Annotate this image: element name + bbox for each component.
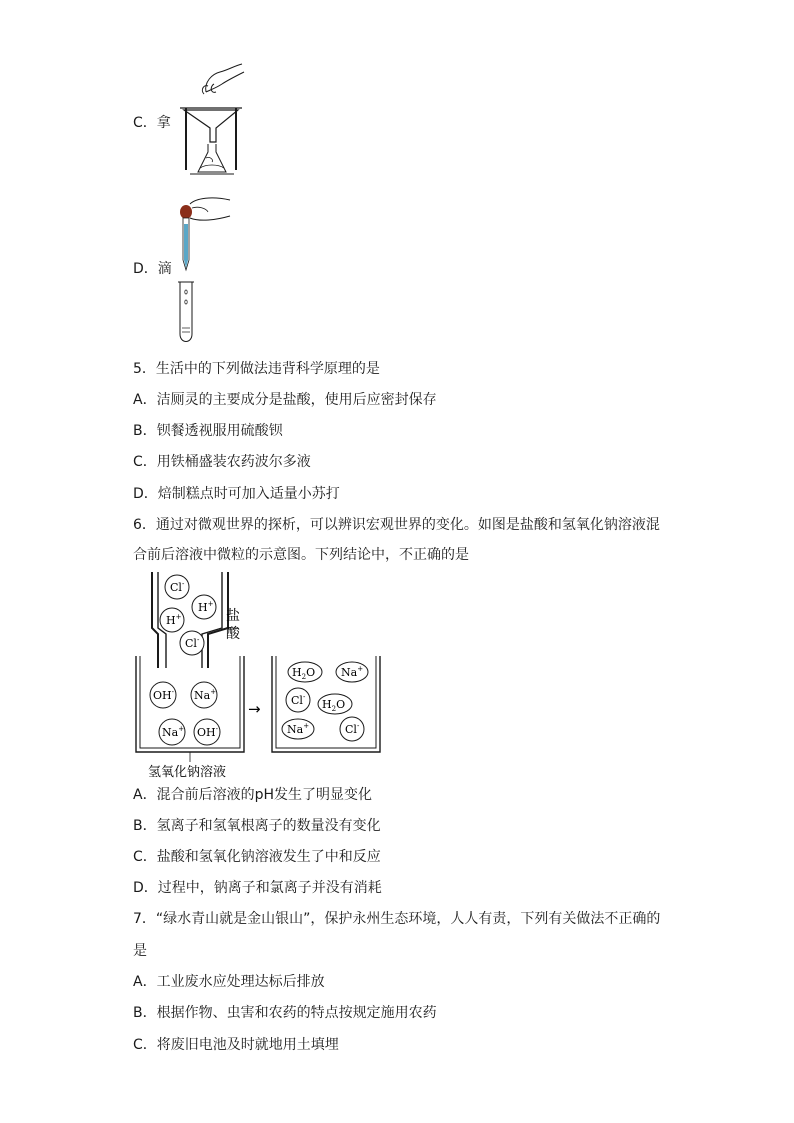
q6-stem-line2: 合前后溶液中微粒的示意图。下列结论中，不正确的是 xyxy=(133,547,469,563)
acid-ion-cl-2 xyxy=(180,631,204,655)
q6-option-c: C．盐酸和氢氧化钠溶液发生了中和反应 xyxy=(133,849,381,865)
svg-text:H+: H+ xyxy=(166,613,182,627)
svg-text:Na+: Na+ xyxy=(287,722,310,736)
option-d-label: D．滴 xyxy=(133,261,172,277)
q5-option-d: D．焙制糕点时可加入适量小苏打 xyxy=(133,486,340,502)
svg-text:Na+: Na+ xyxy=(194,688,217,702)
q7-option-a: A．工业废水应处理达标后排放 xyxy=(133,974,325,990)
q5-option-b: B．钡餐透视服用硫酸钡 xyxy=(133,423,283,439)
acid-ion-h-1 xyxy=(192,595,216,619)
neutralization-particle-diagram xyxy=(130,568,390,784)
product-ion-na-2 xyxy=(282,719,314,739)
product-water-2 xyxy=(318,694,352,714)
dropper-figure xyxy=(172,194,236,346)
svg-text:H2O: $H_2O$ xyxy=(322,698,346,713)
q6-option-a: A．混合前后溶液的pH发生了明显变化 xyxy=(133,787,372,803)
svg-text:Cl-: Cl- xyxy=(185,636,200,650)
q5-option-a: A．洁厕灵的主要成分是盐酸，使用后应密封保存 xyxy=(133,392,437,408)
q6-option-d: D．过程中，钠离子和氯离子并没有消耗 xyxy=(133,880,382,896)
beaker-left-outer xyxy=(136,656,244,752)
base-ion-na-1 xyxy=(191,682,217,708)
product-ion-cl-1 xyxy=(286,688,310,712)
svg-text:H+: H+ xyxy=(198,600,214,614)
product-ion-cl-2 xyxy=(340,717,364,741)
svg-text:OH-: OH- xyxy=(153,688,174,702)
svg-text:H2O: $H_2O$ xyxy=(292,666,316,681)
base-label: 氢氧化钠溶液 xyxy=(148,765,227,780)
q5-stem: 5．生活中的下列做法违背科学原理的是 xyxy=(133,361,380,377)
acid-label-1: 盐 xyxy=(226,608,240,624)
svg-text:Na+: Na+ xyxy=(341,665,364,679)
svg-text:Cl-: Cl- xyxy=(170,580,185,594)
q5-option-c: C．用铁桶盛装农药波尔多液 xyxy=(133,454,311,470)
q6-option-b: B．氢离子和氢氧根离子的数量没有变化 xyxy=(133,818,381,834)
reaction-arrow: → xyxy=(248,700,261,718)
q7-stem-line2: 是 xyxy=(133,943,147,959)
base-ion-oh-2 xyxy=(194,719,220,745)
q7-option-c: C．将废旧电池及时就地用土填埋 xyxy=(133,1037,339,1053)
acid-ion-cl-1 xyxy=(165,575,189,599)
acid-tube-left-wall xyxy=(152,572,158,668)
q7-option-b: B．根据作物、虫害和农药的特点按规定施用农药 xyxy=(133,1005,437,1021)
filtration-apparatus-figure xyxy=(176,62,248,180)
base-ion-oh-1 xyxy=(150,682,176,708)
svg-text:OH-: OH- xyxy=(197,725,218,739)
q6-stem-line1: 6．通过对微观世界的探析，可以辨识宏观世界的变化。如图是盐酸和氢氧化钠溶液混 xyxy=(133,517,660,533)
svg-text:Cl-: Cl- xyxy=(291,693,306,707)
base-ion-na-2 xyxy=(159,719,185,745)
acid-tube-right-wall xyxy=(208,572,228,668)
acid-ion-h-2 xyxy=(160,608,184,632)
acid-label-2: 酸 xyxy=(226,626,240,642)
option-c-label: C．拿 xyxy=(133,115,171,131)
svg-text:Cl-: Cl- xyxy=(345,722,360,736)
product-water-1 xyxy=(288,662,322,682)
q7-stem-line1: 7．“绿水青山就是金山银山”，保护永州生态环境，人人有责，下列有关做法不正确的 xyxy=(133,911,661,927)
product-ion-na-1 xyxy=(336,662,368,682)
svg-text:Na+: Na+ xyxy=(162,725,185,739)
